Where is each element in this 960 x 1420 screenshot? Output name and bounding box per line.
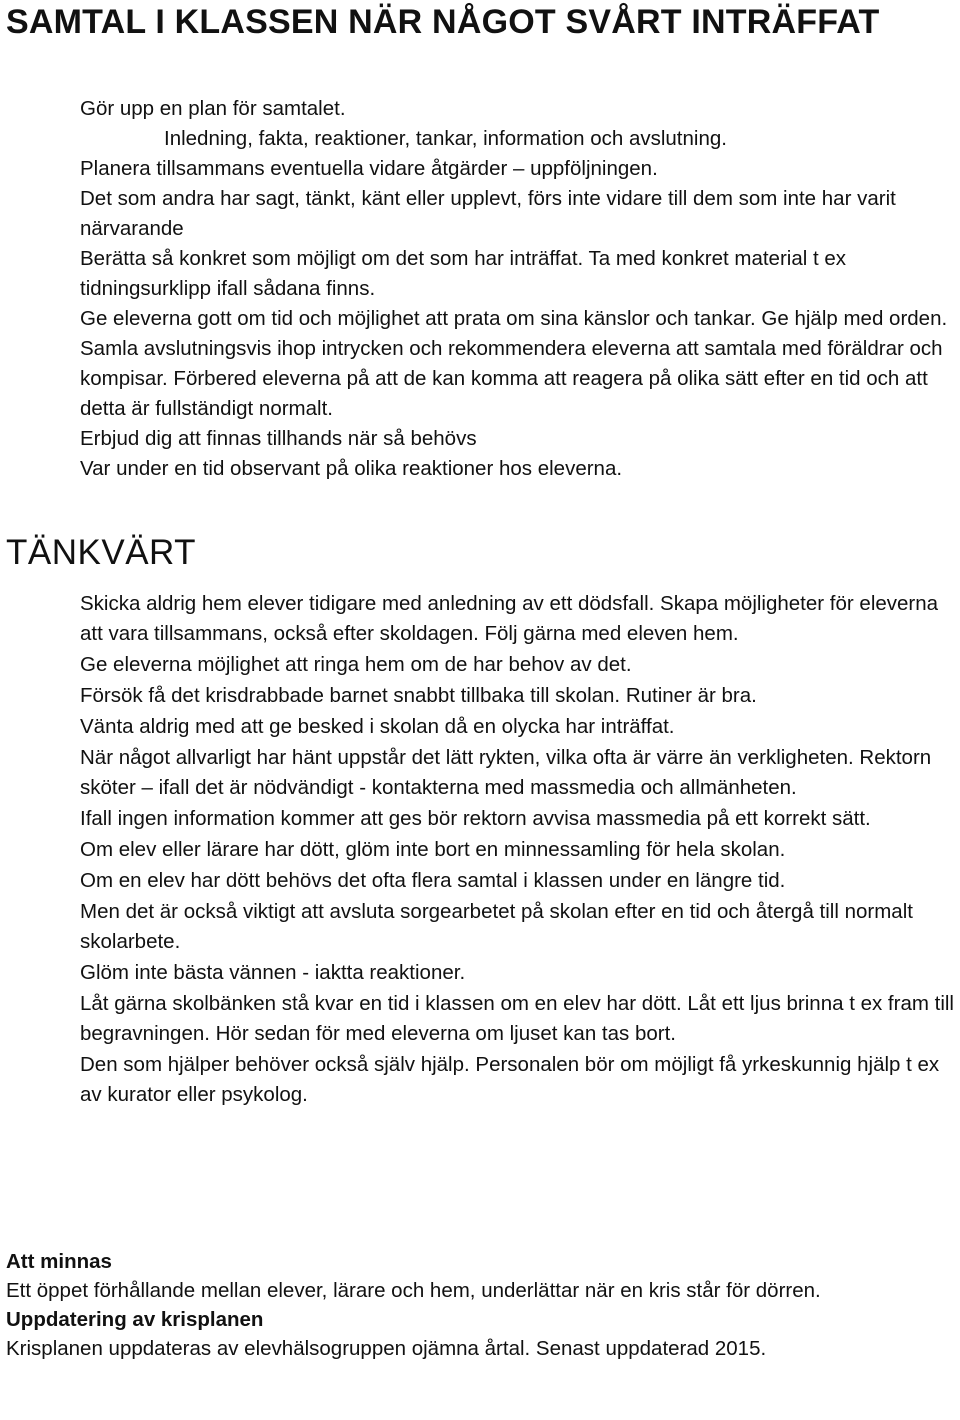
conversation-plan-section xyxy=(80,94,956,484)
tankvart-paragraph: Ifall ingen information kommer att ges bör rektorn avvisa massmedia på ett korrekt sätt. xyxy=(80,807,871,830)
plan-paragraph: Berätta så konkret som möjligt om det som har inträffat. Ta med konkret material t ex tidningsurklipp ifall sådana finns. xyxy=(80,247,847,300)
plan-paragraph: Gör upp en plan för samtalet. xyxy=(80,97,346,120)
plan-paragraph: Erbjud dig att finnas tillhands när så behövs xyxy=(80,427,477,450)
tankvart-paragraph: Skicka aldrig hem elever tidigare med anledning av ett dödsfall. Skapa möjligheter för eleverna att vara tillsammans, också efter skoldagen. Följ gärna med eleven hem. xyxy=(80,592,939,645)
section-title-tankvart: TÄNKVÄRT xyxy=(6,533,197,572)
plan-paragraph: Planera tillsammans eventuella vidare åtgärder – uppföljningen. xyxy=(80,157,658,180)
tankvart-section xyxy=(80,589,956,1110)
tankvart-paragraph: Den som hjälper behöver också själv hjälp. Personalen bör om möjligt få yrkeskunnig hjälp t ex av kurator eller psykolog. xyxy=(80,1053,940,1106)
tankvart-paragraph: Vänta aldrig med att ge besked i skolan då en olycka har inträffat. xyxy=(80,715,675,738)
plan-paragraph: Samla avslutningsvis ihop intrycken och rekommendera eleverna att samtala med föräldrar och kompisar. Förbered eleverna på att de kan komma att reagera på olika sätt efter en tid och att detta är fullständigt normalt. xyxy=(80,337,943,420)
plan-paragraph: Det som andra har sagt, tänkt, känt eller upplevt, förs inte vidare till dem som inte har varit närvarande xyxy=(80,187,896,240)
tankvart-paragraph: Försök få det krisdrabbade barnet snabbt tillbaka till skolan. Rutiner är bra. xyxy=(80,684,757,707)
remember-heading: Att minnas xyxy=(6,1250,112,1273)
tankvart-paragraph: Glöm inte bästa vännen - iaktta reaktioner. xyxy=(80,961,466,984)
tankvart-paragraph: Låt gärna skolbänken stå kvar en tid i klassen om en elev har dött. Låt ett ljus brinna t ex fram till begravningen. Hör sedan för med eleverna om ljuset kan tas bort. xyxy=(80,992,954,1045)
remember-text: Ett öppet förhållande mellan elever, lärare och hem, underlättar när en kris står för dörren. xyxy=(6,1279,821,1302)
tankvart-paragraph: När något allvarligt har hänt uppstår det lätt rykten, vilka ofta är värre än verkligheten. Rektorn sköter – ifall det är nödvändigt - kontakterna med massmedia och allmänheten. xyxy=(80,746,932,799)
tankvart-paragraph: Om en elev har dött behövs det ofta flera samtal i klassen under en längre tid. xyxy=(80,869,786,892)
tankvart-paragraph: Om elev eller lärare har dött, glöm inte bort en minnessamling för hela skolan. xyxy=(80,838,786,861)
remember-section xyxy=(6,1247,946,1363)
update-text: Krisplanen uppdateras av elevhälsogruppen ojämna årtal. Senast uppdaterad 2015. xyxy=(6,1337,767,1360)
page-title: SAMTAL I KLASSEN NÄR NÅGOT SVÅRT INTRÄFFAT xyxy=(6,3,880,41)
tankvart-paragraph: Men det är också viktigt att avsluta sorgearbetet på skolan efter en tid och återgå till normalt skolarbete. xyxy=(80,900,913,953)
plan-paragraph: Ge eleverna gott om tid och möjlighet att prata om sina känslor och tankar. Ge hjälp med orden. xyxy=(80,307,948,330)
tankvart-paragraph: Ge eleverna möjlighet att ringa hem om de har behov av det. xyxy=(80,653,632,676)
plan-paragraph: Inledning, fakta, reaktioner, tankar, information och avslutning. xyxy=(164,127,727,150)
plan-paragraph: Var under en tid observant på olika reaktioner hos eleverna. xyxy=(80,457,623,480)
update-heading: Uppdatering av krisplanen xyxy=(6,1308,264,1331)
